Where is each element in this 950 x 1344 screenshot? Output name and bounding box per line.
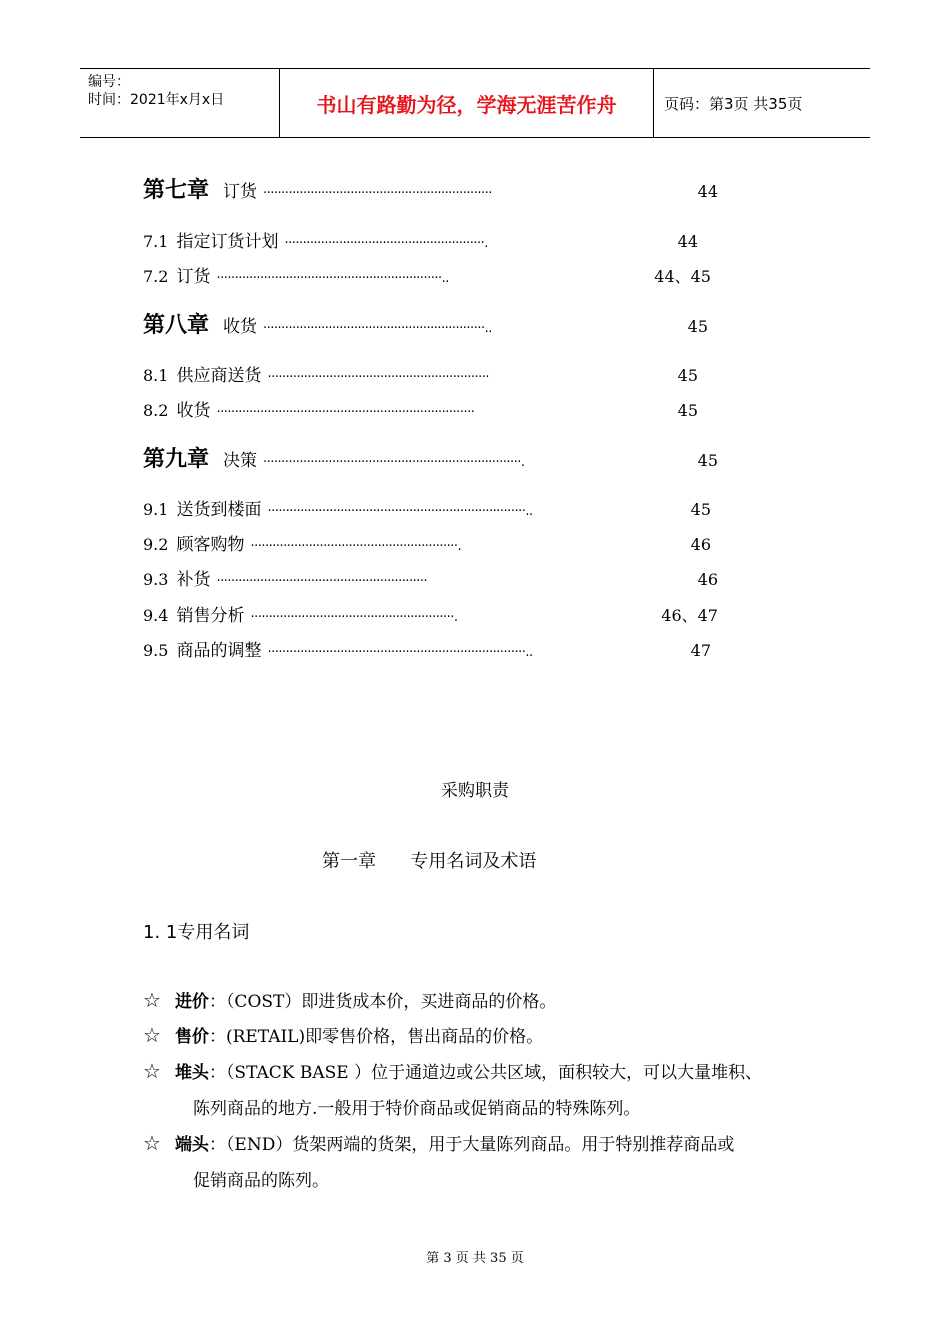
toc-title: 顾客购物	[176, 535, 245, 555]
toc-page: 45	[677, 401, 698, 420]
star-icon: ☆	[143, 1131, 161, 1155]
toc-entry[interactable]	[143, 227, 698, 252]
toc-leader: ·······································································.	[263, 455, 525, 470]
toc-title: 送货到楼面	[176, 500, 262, 520]
toc-number: 9.3	[143, 570, 169, 589]
star-icon: ☆	[143, 1059, 161, 1083]
toc-page: 44、45	[654, 267, 711, 286]
toc-number: 7.2	[143, 267, 169, 286]
toc-number: 9.4	[143, 606, 169, 625]
sep: ：	[208, 1027, 226, 1047]
definition-item	[143, 1017, 833, 1055]
toc-leader: ·······································································	[216, 405, 475, 420]
toc-leader: ·······················································.	[284, 236, 488, 251]
toc-title: 决策	[223, 451, 258, 471]
toc-title: 补货	[176, 570, 211, 590]
definition-text: （END）货架两端的货架，用于大量陈列商品。用于特别推荐商品或	[225, 1135, 735, 1155]
toc-page: 44	[677, 232, 698, 251]
toc-number: 第九章	[143, 447, 210, 472]
page-footer: 第 3 页 共 35 页	[426, 1251, 524, 1266]
toc-entry[interactable]	[143, 601, 718, 626]
toc-page: 45	[690, 500, 711, 519]
toc-page: 45	[687, 317, 708, 336]
toc-leader: ··························································	[216, 574, 428, 589]
toc-entry[interactable]	[143, 308, 708, 339]
page-header	[80, 68, 870, 138]
toc-page: 46	[697, 570, 718, 589]
definition-continuation: 陈列商品的地方.一般用于特价商品或促销商品的特殊陈列。	[193, 1099, 641, 1119]
toc-number: 7.1	[143, 232, 169, 251]
toc-page: 46	[690, 535, 711, 554]
term: 售价	[174, 1027, 209, 1047]
toc-entry[interactable]	[143, 495, 711, 520]
toc-leader: ·······························································	[263, 186, 492, 201]
sep: ：	[208, 1135, 226, 1155]
toc-leader: ······························································..	[216, 271, 449, 286]
toc-title: 指定订货计划	[176, 232, 279, 252]
definition-item	[143, 1125, 833, 1199]
toc-title: 订货	[176, 267, 211, 287]
toc-entry[interactable]	[143, 442, 718, 473]
definition-text: (RETAIL)即零售价格，售出商品的价格。	[225, 1027, 544, 1047]
toc-leader: ·······································································..	[267, 645, 533, 660]
toc-title: 收货	[176, 401, 211, 421]
toc-leader: ·····························································	[267, 370, 490, 385]
toc-page: 45	[697, 451, 718, 470]
toc-entry[interactable]	[143, 262, 711, 287]
term: 进价	[174, 992, 209, 1012]
toc-number: 第七章	[143, 178, 210, 203]
definition-text: （STACK BASE ）位于通道边或公共区域，面积较大，可以大量堆积、	[225, 1063, 763, 1083]
term: 堆头	[174, 1063, 209, 1083]
definition-item	[143, 1053, 833, 1127]
main-title: 采购职责	[441, 781, 509, 801]
toc-page: 46、47	[661, 606, 718, 625]
toc-number: 9.1	[143, 500, 169, 519]
chapter-one-heading: 第一章 专用名词及术语	[322, 851, 537, 872]
toc-number: 9.2	[143, 535, 169, 554]
sep: ：	[208, 992, 226, 1012]
header-page-info: 页码：第3页 共35页	[664, 94, 803, 113]
toc-leader: ·····························································..	[263, 321, 492, 336]
sep: ：	[208, 1063, 226, 1083]
toc-number: 第八章	[143, 313, 210, 338]
term: 端头	[174, 1135, 209, 1155]
toc-number: 8.2	[143, 401, 169, 420]
toc-number: 8.1	[143, 366, 169, 385]
toc-entry[interactable]	[143, 173, 718, 204]
header-meta	[80, 69, 280, 137]
definition-item	[143, 982, 833, 1020]
toc-page: 44	[697, 182, 718, 201]
definition-continuation: 促销商品的陈列。	[193, 1171, 329, 1191]
toc-title: 供应商送货	[176, 366, 262, 386]
toc-entry[interactable]	[143, 530, 711, 555]
star-icon: ☆	[143, 988, 161, 1012]
code-label: 编号：	[88, 74, 130, 90]
toc-entry[interactable]	[143, 361, 698, 386]
toc-entry[interactable]	[143, 565, 718, 590]
section-heading: 1. 1专用名词	[143, 922, 250, 943]
toc-title: 收货	[223, 317, 258, 337]
time-label: 时间：2021年x月x日	[88, 92, 225, 108]
toc-title: 销售分析	[176, 606, 245, 626]
toc-leader: ·························································.	[250, 539, 462, 554]
toc-number: 9.5	[143, 641, 169, 660]
toc-leader: ························································.	[250, 610, 458, 625]
toc-title: 订货	[223, 182, 258, 202]
star-icon: ☆	[143, 1023, 161, 1047]
toc-entry[interactable]	[143, 396, 698, 421]
toc-entry[interactable]	[143, 636, 711, 661]
toc-leader: ·······································································..	[267, 504, 533, 519]
toc-page: 47	[690, 641, 711, 660]
toc-title: 商品的调整	[176, 641, 262, 661]
toc-page: 45	[677, 366, 698, 385]
header-motto: 书山有路勤为径，学海无涯苦作舟	[280, 69, 654, 137]
definition-text: （COST）即进货成本价，买进商品的价格。	[225, 992, 557, 1012]
